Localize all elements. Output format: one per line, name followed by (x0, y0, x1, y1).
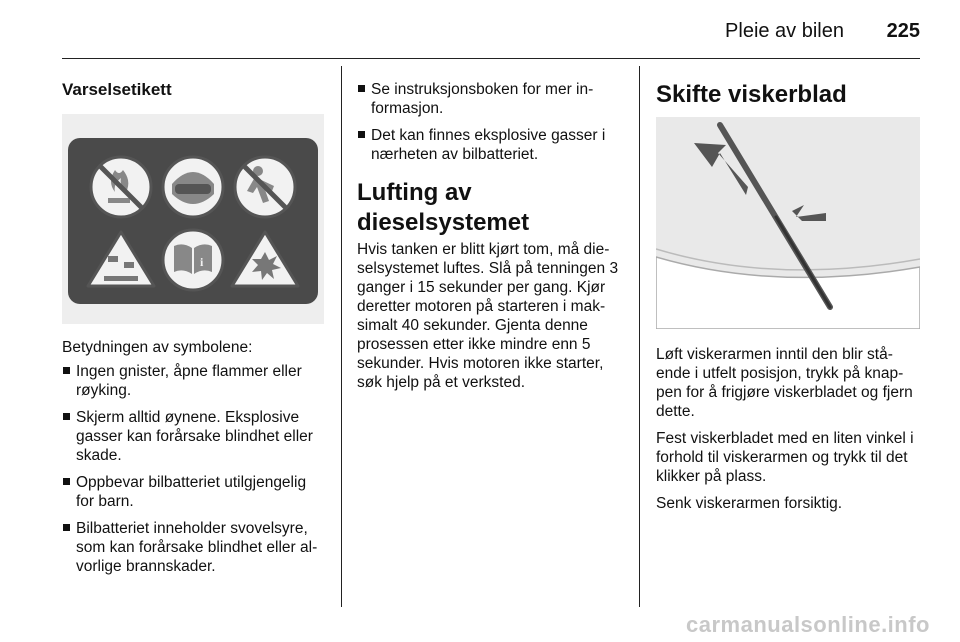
list-item: Oppbevar bilbatteriet utilgjengelig for barn. (62, 473, 324, 511)
diesel-venting-paragraph: Hvis tanken er blitt kjørt tom, må dieselsystemet luftes. Slå på tenningen 3 ganger i 15 sekunder per gang. Kjør deretter motoren på starteren i maksimalt 40 sekunder. Gjenta denne prosessen etter ikke mindre enn 5 sekunder. Hvis motoren ikke starter, søk hjelp på et verksted. (357, 241, 619, 391)
svg-text:i: i (200, 255, 204, 269)
wiper-blade-heading: Skifte viskerblad (656, 81, 847, 108)
warning-label-figure (62, 114, 324, 324)
wiper-paragraph-3: Senk viskerarmen forsiktig. (656, 495, 843, 512)
list-item: Se instruksjonsboken for mer informasjon. (357, 80, 622, 118)
diesel-venting-heading: Lufting av dieselsystemet (357, 179, 530, 236)
list-item: Det kan finnes eksplosive gasser i nærheten av bilbatteriet. (357, 126, 622, 164)
page-number: 225 (886, 20, 920, 42)
right-column (656, 80, 920, 513)
middle-column (357, 80, 622, 392)
no-fire-icon (91, 157, 151, 217)
wiper-figure (656, 117, 920, 329)
symbols-list-continued (357, 80, 622, 164)
list-item: Bilbatteriet inneholder svovelsyre, som kan forårsake blindhet eller alvorlige brannskader. (62, 519, 324, 576)
keep-away-children-icon (235, 157, 295, 217)
warning-symbols-panel (62, 114, 324, 324)
list-item: Ingen gnister, åpne flammer eller røyking. (62, 362, 324, 400)
symbols-intro: Betydningen av symbolene: (62, 339, 253, 356)
left-column (62, 80, 324, 584)
watermark: carmanualsonline.info (686, 612, 930, 637)
wiper-illustration (656, 117, 920, 329)
column-divider-right (639, 66, 640, 607)
column-divider-left (341, 66, 342, 607)
header-title: Pleie av bilen (725, 20, 844, 42)
eye-protection-icon (163, 157, 223, 217)
list-item: Skjerm alltid øynene. Eksplosive gasser kan forårsake blindhet eller skade. (62, 408, 324, 465)
read-manual-icon (163, 230, 223, 290)
symbols-list (62, 362, 324, 576)
warning-label-heading: Varselsetikett (62, 80, 172, 99)
wiper-paragraph-2: Fest viskerbladet med en liten vinkel i forhold til viskerarmen og trykk til det klikker på plass. (656, 430, 914, 485)
header-rule (62, 58, 920, 59)
wiper-paragraph-1: Løft viskerarmen inntil den blir stående i utfelt posisjon, trykk på knappen for å frigjøre viskerbladet og fjern dette. (656, 346, 913, 420)
